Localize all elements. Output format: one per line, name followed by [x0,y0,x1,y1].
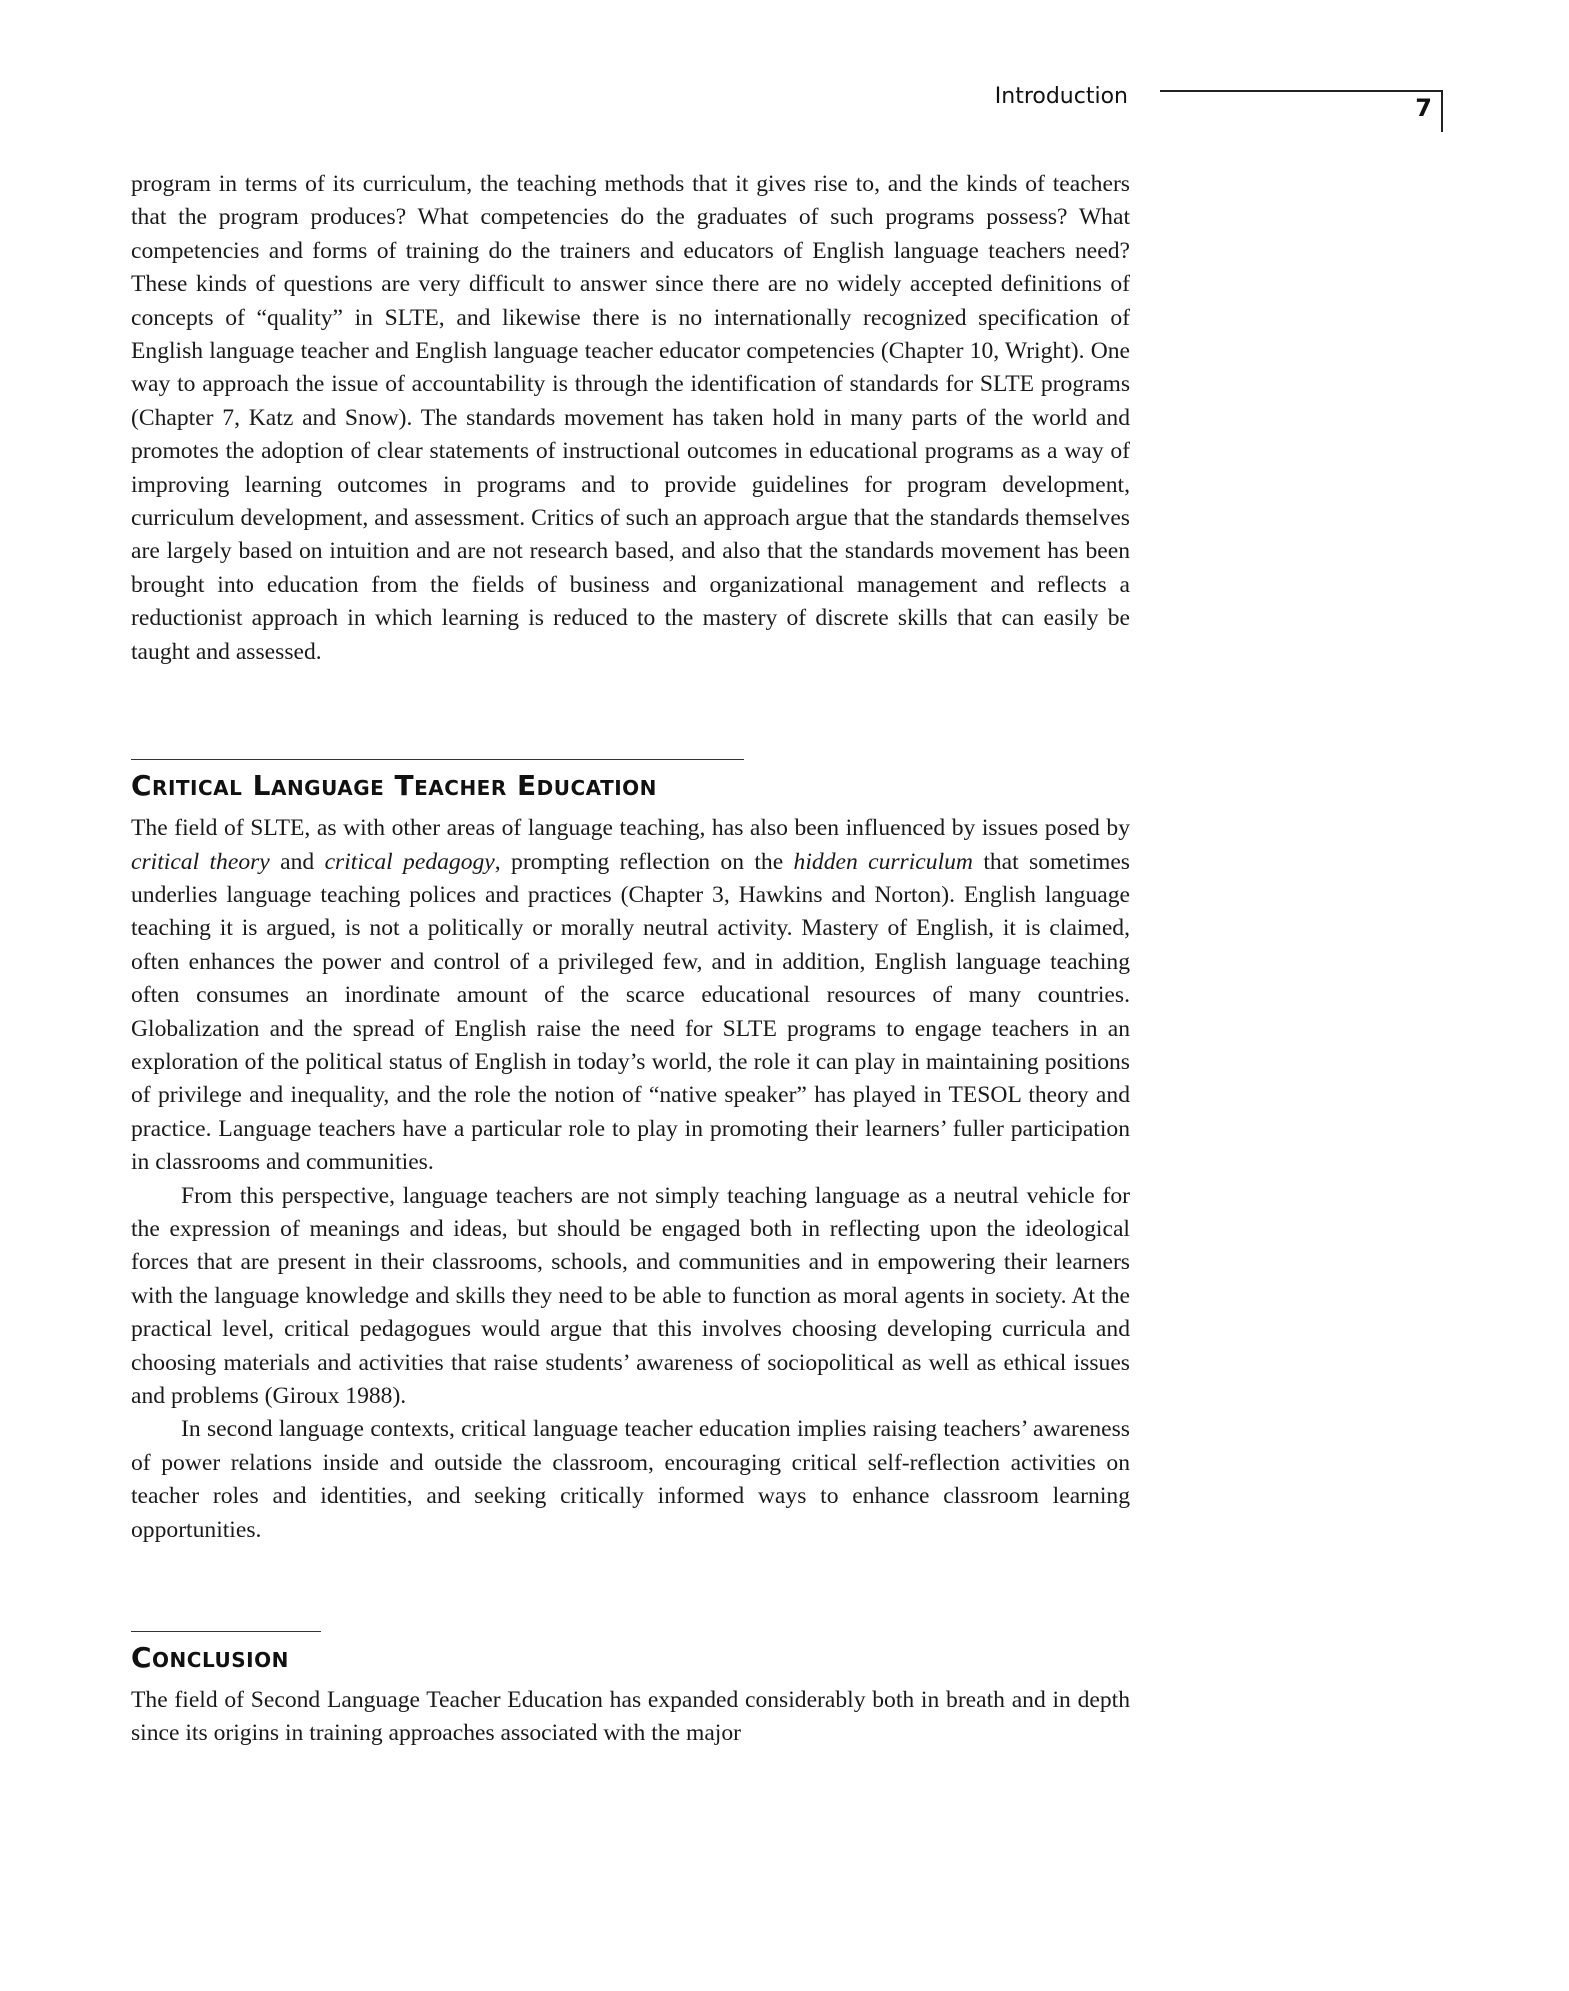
section-conclusion [131,1631,1130,1751]
italic-term: critical pedagogy [324,848,495,875]
section-rule [131,1631,321,1632]
section-critical-language-teacher-education [131,759,1130,1547]
italic-term: critical theory [131,848,270,875]
section-paragraph: In second language contexts, critical language teacher education implies raising teachers’ awareness of power relations inside and outside the classroom, encouraging critical self-reflection activities on teacher roles and identities, and seeking critically informed ways to enhance classroom learning opportunities. [131,1416,1130,1543]
text-run: that sometimes underlies language teaching polices and practices (Chapter 3, Hawkins and Norton). English language teaching it is argued, is not a politically or morally neutral activity. Mastery of English, it is claimed, often enhances the power and control of a privileged few, and in addition, English language teaching often consumes an inordinate amount of the scarce educational resources of many countries. Globalization and the spread of English raise the need for SLTE programs to engage teachers in an exploration of the political status of English in today’s world, the role it can play in maintaining positions of privilege and inequality, and the role the notion of “native speaker” has played in TESOL theory and practice. Language teachers have a particular role to play in promoting their learners’ fuller participation in classrooms and communities. [131,848,1130,1176]
section-heading: Critical Language Teacher Education [131,769,657,803]
page-number: 7 [1415,94,1432,122]
section-paragraph [131,812,1130,1179]
section-paragraph: From this perspective, language teachers are not simply teaching language as a neutral vehicle for the expression of meanings and ideas, but should be engaged both in reflecting upon the ideological forces that are present in their classrooms, schools, and communities and in empowering their learners with the language knowledge and skills they need to be able to function as moral agents in society. At the practical level, critical pedagogues would argue that this involves choosing developing curricula and choosing materials and activities that raise students’ awareness of sociopolitical as well as ethical issues and problems (Giroux 1988). [131,1182,1130,1409]
text-run: , prompting reflection on the [494,848,794,875]
header-vertical-rule [1441,90,1443,132]
text-run: The field of SLTE, as with other areas of language teaching, has also been influenced by issues posed by [131,815,1130,842]
section-rule [131,759,744,760]
intro-paragraph: program in terms of its curriculum, the teaching methods that it gives rise to, and the kinds of teachers that the program produces? What competencies do the graduates of such programs possess? What competencies and forms of training do the trainers and educators of English language teachers need? These kinds of questions are very difficult to answer since there are no widely accepted definitions of concepts of “quality” in SLTE, and likewise there is no internationally recognized specification of English language teacher and English language teacher educator competencies (Chapter 10, Wright). One way to approach the issue of accountability is through the identification of standards for SLTE programs (Chapter 7, Katz and Snow). The standards movement has taken hold in many parts of the world and promotes the adoption of clear statements of instructional outcomes in educational programs as a way of improving learning outcomes in programs and to provide guidelines for program development, curriculum development, and assessment. Critics of such an approach argue that the standards themselves are largely based on intuition and are not research based, and also that the standards movement has been brought into education from the fields of business and organizational management and reflects a reductionist approach in which learning is reduced to the mastery of discrete skills that can easily be taught and assessed. [131,171,1130,665]
text-run: and [269,848,325,875]
section-heading: Conclusion [131,1641,289,1675]
running-head [0,0,1569,140]
running-title: Introduction [994,84,1128,109]
page-body [131,168,1130,1751]
header-rule [1160,90,1442,92]
section-paragraph: The field of Second Language Teacher Education has expanded considerably both in breath and in depth since its origins in training approaches associated with the major [131,1687,1130,1747]
italic-term: hidden curriculum [793,848,973,875]
